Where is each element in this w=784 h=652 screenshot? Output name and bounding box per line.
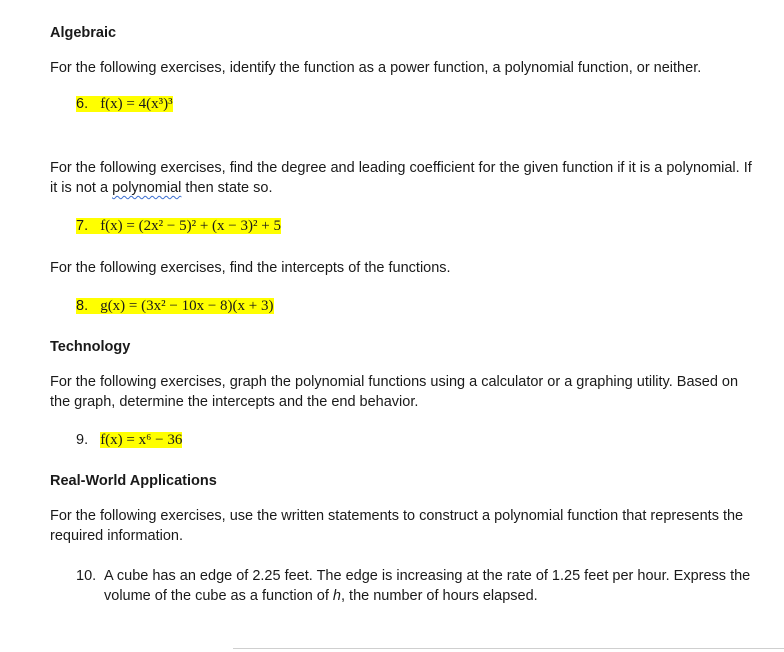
exercise-number: 10. <box>76 568 97 584</box>
exercise-highlight <box>100 432 182 448</box>
page-divider <box>233 648 784 649</box>
exercise-expression: g(x) = (3x² − 10x − 8)(x + 3) <box>100 298 274 314</box>
exercise-text <box>104 566 754 606</box>
exercise-7 <box>76 218 281 235</box>
exercise-number: 8. <box>76 298 89 314</box>
exercise-number: 7. <box>76 218 89 234</box>
instruction-degree-text: For the following exercises, find the degree and leading coefficient for the given function if it is a polynomial. If it is not a <box>50 160 752 196</box>
exercise-number: 9. <box>76 432 89 448</box>
instruction-written: For the following exercises, use the written statements to construct a polynomial function that represents the required information. <box>50 508 744 544</box>
exercise-10 <box>76 566 756 606</box>
exercise-highlight <box>76 218 281 234</box>
instruction-degree-tail: then state so. <box>181 180 273 196</box>
exercise-9 <box>76 432 182 449</box>
exercise-6 <box>76 96 173 113</box>
exercise-highlight <box>76 96 173 112</box>
instruction-intercepts: For the following exercises, find the intercepts of the functions. <box>50 260 451 276</box>
exercise-expression: f(x) = x⁶ − 36 <box>100 432 183 448</box>
exercise-expression: f(x) = 4(x³)³ <box>100 96 173 112</box>
instruction-identify: For the following exercises, identify the function as a power function, a polynomial function, or neither. <box>50 60 702 76</box>
section-heading-technology: Technology <box>50 339 131 355</box>
section-heading-real-world: Real-World Applications <box>50 473 217 489</box>
exercise-text-before: A cube has an edge of 2.25 feet. The edge is increasing at the rate of 1.25 feet per hour. Express the volume of the cube as a function of <box>104 568 751 604</box>
exercise-expression: f(x) = (2x² − 5)² + (x − 3)² + 5 <box>100 218 281 234</box>
instruction-graph: For the following exercises, graph the polynomial functions using a calculator or a graphing utility. Based on the graph, determine the intercepts and the end behavior. <box>50 374 739 410</box>
section-heading-algebraic: Algebraic <box>50 25 117 41</box>
exercise-text-after: , the number of hours elapsed. <box>341 588 538 604</box>
exercise-highlight <box>76 298 274 314</box>
exercise-8 <box>76 298 274 315</box>
exercise-number: 6. <box>76 96 89 112</box>
instruction-degree <box>50 158 760 198</box>
exercise-variable: h <box>332 588 341 604</box>
spellcheck-word[interactable]: polynomial <box>112 180 182 196</box>
